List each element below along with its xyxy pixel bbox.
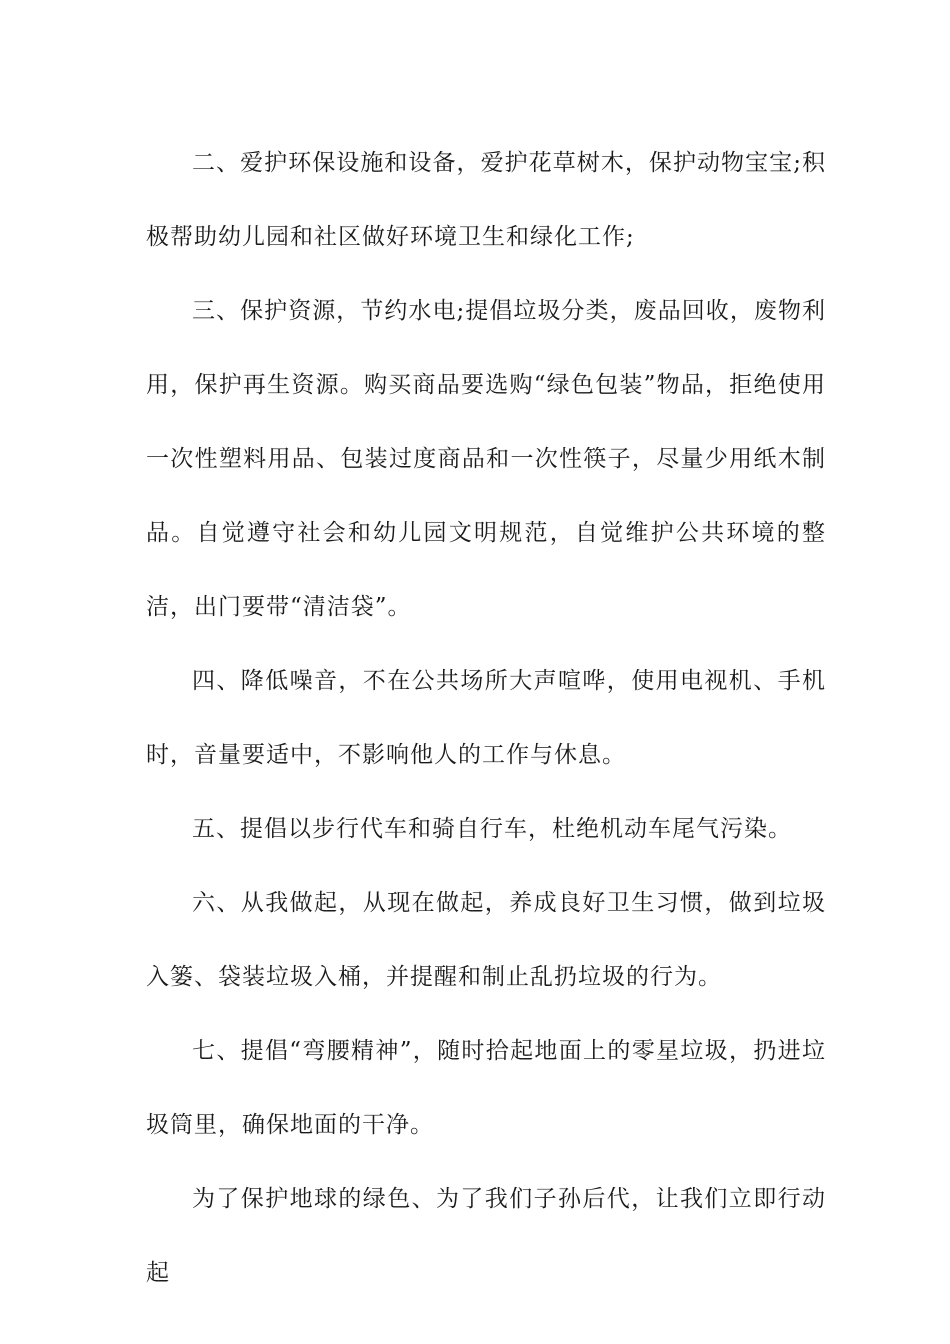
paragraph-item-2: 二、爱护环保设施和设备，爱护花草树木，保护动物宝宝;积极帮助幼儿园和社区做好环境卫生和绿化工作;	[146, 150, 826, 250]
paragraph-closing: 为了保护地球的绿色、为了我们子孙后代，让我们立即行动起	[146, 1186, 826, 1286]
paragraph-item-3: 三、保护资源，节约水电;提倡垃圾分类，废品回收，废物利用，保护再生资源。购买商品要选购“绿色包装”物品，拒绝使用一次性塑料用品、包装过度商品和一次性筷子，尽量少用纸木制品。自觉遵守社会和幼儿园文明规范，自觉维护公共环境的整洁，出门要带“清洁袋”。	[146, 298, 826, 620]
paragraph-item-5: 五、提倡以步行代车和骑自行车，杜绝机动车尾气污染。	[192, 816, 792, 842]
paragraph-item-7: 七、提倡“弯腰精神”，随时拾起地面上的零星垃圾，扔进垃圾筒里，确保地面的干净。	[146, 1038, 826, 1138]
document-body	[146, 126, 826, 1310]
paragraph-item-6: 六、从我做起，从现在做起，养成良好卫生习惯，做到垃圾入篓、袋装垃圾入桶，并提醒和制止乱扔垃圾的行为。	[146, 890, 826, 990]
paragraph-item-4: 四、降低噪音，不在公共场所大声喧哗，使用电视机、手机时，音量要适中，不影响他人的工作与休息。	[146, 668, 826, 768]
